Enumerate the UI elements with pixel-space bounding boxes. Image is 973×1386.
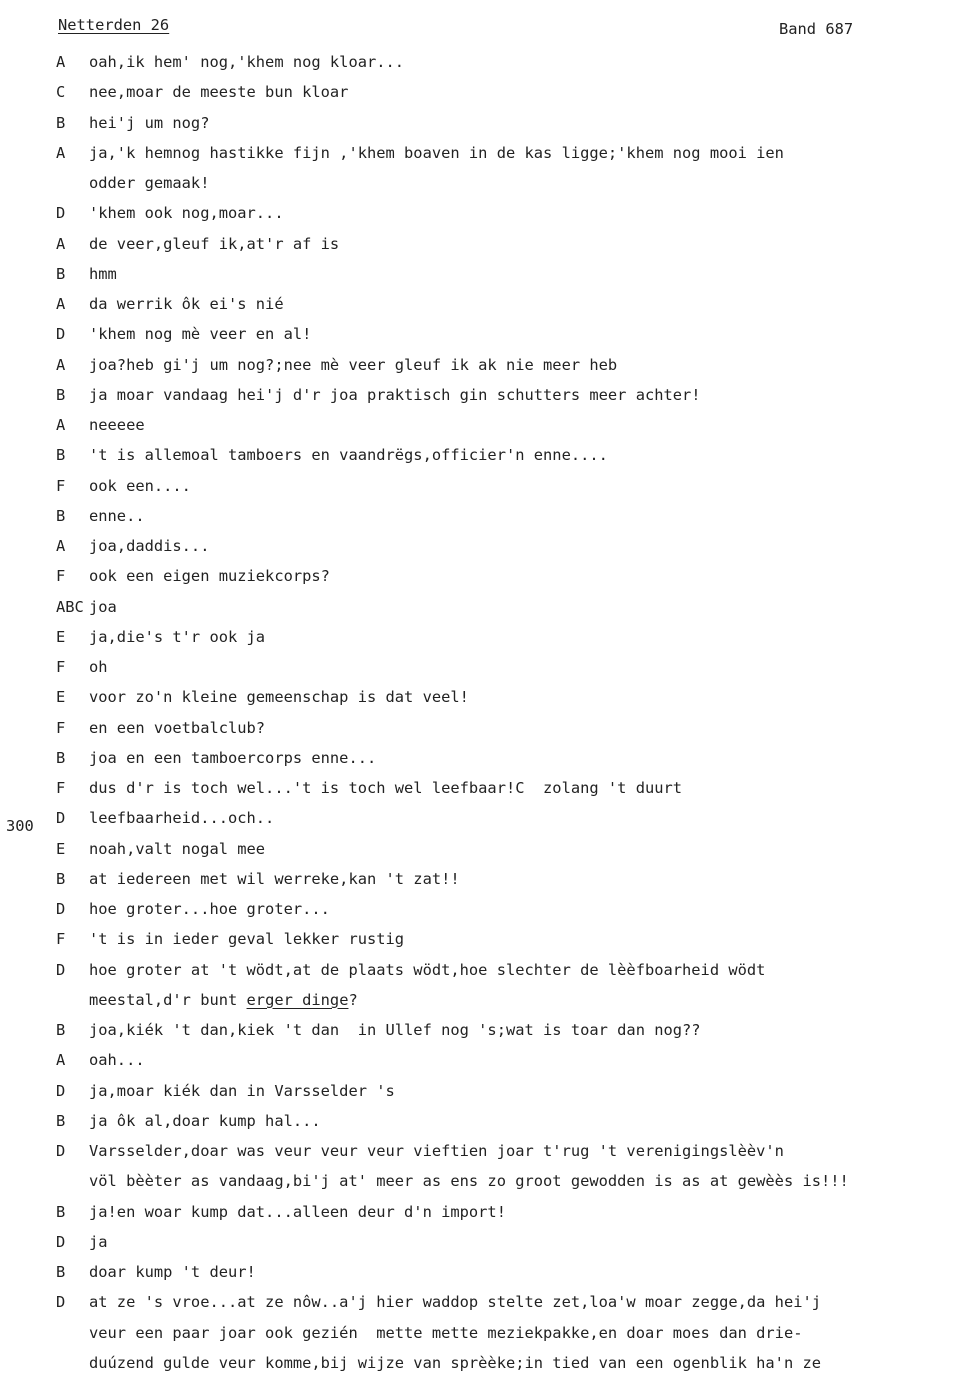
transcript-line (0, 259, 973, 289)
speaker-label: F (56, 779, 66, 797)
transcript-line (0, 531, 973, 561)
utterance-segment: neeeee (89, 416, 145, 434)
transcript-line (0, 1348, 973, 1378)
utterance-text (89, 1348, 821, 1378)
utterance-text (89, 77, 348, 107)
transcript-line (0, 834, 973, 864)
utterance-segment: oah,ik hem' nog,'khem nog kloar... (89, 53, 405, 71)
speaker-label: A (56, 1051, 66, 1070)
transcript-line (0, 1106, 973, 1136)
utterance-segment: noah,valt nogal mee (89, 839, 266, 858)
utterance-text (89, 985, 358, 1015)
transcript-line (0, 229, 973, 259)
utterance-segment: 'khem nog mè veer en al! (89, 325, 312, 344)
utterance-text (89, 1318, 802, 1348)
utterance-segment: ja,'k hemnog hastikke fijn ,'khem boaven in de kas ligge;'khem nog mooi ien (89, 143, 784, 162)
speaker-label: A (56, 355, 66, 374)
utterance-segment: oh (89, 658, 108, 676)
utterance-segment: doar kump 't deur! (89, 1263, 256, 1281)
speaker-label: F (56, 567, 66, 586)
utterance-segment: joa?heb gi'j um nog?;nee mè veer gleuf ik ak nie meer heb (89, 355, 618, 374)
transcript-line (0, 350, 973, 380)
utterance-segment: ja moar vandaag hei'j d'r joa praktisch gin schutters meer achter! (89, 385, 701, 404)
speaker-label: B (56, 1263, 66, 1281)
utterance-text (89, 531, 209, 561)
utterance-text (89, 894, 330, 924)
transcript-line (0, 47, 973, 77)
transcript-line (0, 1257, 973, 1287)
utterance-text (89, 773, 682, 803)
utterance-segment: ook een.... (89, 476, 191, 495)
speaker-label: D (56, 1081, 66, 1100)
transcript-line (0, 1045, 973, 1075)
speaker-label: D (56, 900, 66, 918)
transcript-line (0, 1166, 973, 1196)
utterance-text (89, 47, 404, 77)
utterance-segment: völ bèèter as vandaag,bi'j at' meer as ens zo groot gewodden is as at gewèès is!!! (89, 1172, 849, 1191)
speaker-label: D (56, 204, 66, 223)
document-title: Netterden 26 (58, 16, 170, 34)
transcript-line (0, 471, 973, 501)
transcript-line (0, 1015, 973, 1045)
utterance-segment: ja (89, 1232, 108, 1251)
transcript-line (0, 743, 973, 773)
utterance-text (89, 259, 117, 289)
speaker-label: B (56, 506, 66, 525)
speaker-label: E (56, 627, 66, 646)
speaker-label: D (56, 325, 66, 344)
utterance-text (89, 471, 191, 501)
utterance-segment: ja ôk al,doar kump hal... (89, 1111, 321, 1130)
transcript-line (0, 501, 973, 531)
utterance-segment: en een voetbalclub? (89, 718, 266, 737)
utterance-tail: ? (348, 990, 358, 1009)
utterance-text (89, 380, 701, 410)
utterance-segment: at iedereen met wil werreke,kan 't zat!! (89, 869, 460, 888)
utterance-segment: ook een eigen muziekcorps? (89, 567, 330, 586)
speaker-label: F (56, 658, 66, 676)
transcript-line (0, 773, 973, 803)
speaker-label: D (56, 1142, 66, 1160)
utterance-text (89, 1076, 395, 1106)
line-number: 300 (6, 817, 34, 836)
transcript-line (0, 77, 973, 107)
utterance-text (89, 561, 330, 591)
utterance-text (89, 743, 376, 773)
utterance-segment: oah... (89, 1051, 145, 1070)
speaker-label: D (56, 809, 66, 828)
transcript-line (0, 289, 973, 319)
utterance-segment: ja!en woar kump dat...alleen deur d'n import! (89, 1202, 506, 1221)
utterance-text (89, 622, 265, 652)
utterance-text (89, 1136, 784, 1166)
speaker-label: B (56, 446, 66, 465)
utterance-text (89, 1106, 321, 1136)
speaker-label: B (56, 385, 66, 404)
utterance-segment: meestal,d'r bunt (89, 990, 247, 1009)
transcript-line (0, 894, 973, 924)
speaker-label: B (56, 869, 66, 888)
transcript-line (0, 319, 973, 349)
speaker-label: F (56, 476, 66, 495)
utterance-segment: ja,die's t'r ook ja (89, 627, 266, 646)
speaker-label: B (56, 748, 66, 767)
transcript-line (0, 682, 973, 712)
utterance-text (89, 410, 145, 440)
transcript-line (0, 1318, 973, 1348)
utterance-segment: leefbaarheid...och.. (89, 809, 275, 828)
utterance-text (89, 108, 209, 138)
transcript-line (0, 1227, 973, 1257)
utterance-text (89, 1227, 108, 1257)
speaker-label: A (56, 537, 66, 555)
utterance-text (89, 168, 209, 198)
utterance-text (89, 440, 608, 470)
speaker-label: F (56, 930, 66, 949)
utterance-text (89, 350, 617, 380)
utterance-text (89, 924, 404, 954)
speaker-label: E (56, 688, 66, 707)
transcript-line (0, 198, 973, 228)
utterance-segment: voor zo'n kleine gemeenschap is dat veel! (89, 688, 469, 707)
transcript-line (0, 1197, 973, 1227)
utterance-segment: da werrik ôk ei's nié (89, 295, 284, 313)
utterance-text (89, 713, 265, 743)
transcript-line (0, 108, 973, 138)
transcript-line (0, 380, 973, 410)
utterance-text (89, 229, 339, 259)
speaker-label: C (56, 83, 66, 102)
speaker-label: D (56, 1232, 66, 1251)
utterance-segment: enne.. (89, 506, 145, 525)
utterance-segment: veur een paar joar ook gezién mette mette meziekpakke,en doar moes dan drie- (89, 1323, 803, 1342)
utterance-segment: hoe groter at 't wödt,at de plaats wödt,hoe slechter de lèèfboarheid wödt (89, 960, 766, 979)
transcript-line (0, 561, 973, 591)
utterance-segment: 't is in ieder geval lekker rustig (89, 930, 405, 949)
utterance-text (89, 1197, 506, 1227)
utterance-segment: hei'j um nog? (89, 113, 210, 132)
utterance-text (89, 501, 145, 531)
transcript-line (0, 652, 973, 682)
utterance-segment: at ze 's vroe...at ze nôw..a'j hier waddop stelte zet,loa'w moar zegge,da hei'j (89, 1293, 822, 1312)
transcript-line (0, 1136, 973, 1166)
utterance-segment: odder gemaak! (89, 174, 210, 192)
utterance-segment: dus d'r is toch wel...'t is toch wel leefbaar!C zolang 't duurt (89, 779, 683, 797)
utterance-segment: nee,moar de meeste bun kloar (89, 83, 349, 102)
utterance-segment: Varsselder,doar was veur veur veur vieftien joar t'rug 't verenigingslèèv'n (89, 1142, 784, 1160)
speaker-label: B (56, 1202, 66, 1221)
utterance-text (89, 1045, 145, 1075)
speaker-label: A (56, 295, 66, 313)
underlined-phrase: erger dinge (246, 990, 349, 1009)
speaker-label: B (56, 1111, 66, 1130)
transcript-line (0, 985, 973, 1015)
utterance-text (89, 1257, 256, 1287)
speaker-label: A (56, 143, 66, 162)
utterance-text (89, 1015, 701, 1045)
utterance-text (89, 138, 784, 168)
transcript-line (0, 955, 973, 985)
transcript-line (0, 440, 973, 470)
utterance-segment: ja,moar kiék dan in Varsselder 's (89, 1081, 395, 1100)
utterance-text (89, 198, 284, 228)
speaker-label: B (56, 113, 66, 132)
speaker-label: B (56, 264, 66, 283)
band-number: Band 687 (779, 20, 854, 38)
speaker-label: A (56, 234, 66, 253)
utterance-text (89, 864, 460, 894)
transcript-line (0, 864, 973, 894)
utterance-segment: 'khem ook nog,moar... (89, 204, 284, 223)
speaker-label: D (56, 960, 66, 979)
utterance-text (89, 834, 265, 864)
utterance-segment: de veer,gleuf ik,at'r af is (89, 234, 340, 253)
transcript-lines (0, 47, 973, 1378)
speaker-label: A (56, 416, 66, 434)
transcript-line (0, 924, 973, 954)
utterance-text (89, 1166, 849, 1196)
utterance-segment: joa (89, 597, 117, 616)
utterance-text (89, 319, 311, 349)
utterance-text (89, 682, 469, 712)
utterance-text (89, 803, 274, 833)
transcript-line (0, 1287, 973, 1317)
utterance-segment: 't is allemoal tamboers en vaandrëgs,officier'n enne.... (89, 446, 608, 465)
utterance-text (89, 592, 117, 622)
utterance-segment: joa en een tamboercorps enne... (89, 748, 377, 767)
speaker-label: F (56, 718, 66, 737)
utterance-segment: joa,kiék 't dan,kiek 't dan in Ullef nog 's;wat is toar dan nog?? (89, 1021, 701, 1039)
utterance-text (89, 289, 284, 319)
transcript-line (0, 1076, 973, 1106)
transcript-line (0, 168, 973, 198)
transcript-line (0, 622, 973, 652)
utterance-segment: hoe groter...hoe groter... (89, 900, 330, 918)
transcript-line (0, 410, 973, 440)
utterance-segment: joa,daddis... (89, 537, 210, 555)
speaker-label: D (56, 1293, 66, 1312)
speaker-label: A (56, 53, 66, 71)
transcript-line (0, 592, 973, 622)
utterance-segment: duúzend gulde veur komme,bij wijze van sprèèke;in tied van een ogenblik ha'n ze (89, 1353, 822, 1372)
utterance-text (89, 955, 765, 985)
transcript-line (0, 138, 973, 168)
utterance-segment: hmm (89, 264, 117, 283)
speaker-label: E (56, 839, 66, 858)
speaker-label: ABC (56, 597, 84, 616)
utterance-text (89, 652, 108, 682)
transcript-line (0, 713, 973, 743)
utterance-text (89, 1287, 821, 1317)
speaker-label: B (56, 1021, 66, 1039)
transcript-line (0, 803, 973, 836)
